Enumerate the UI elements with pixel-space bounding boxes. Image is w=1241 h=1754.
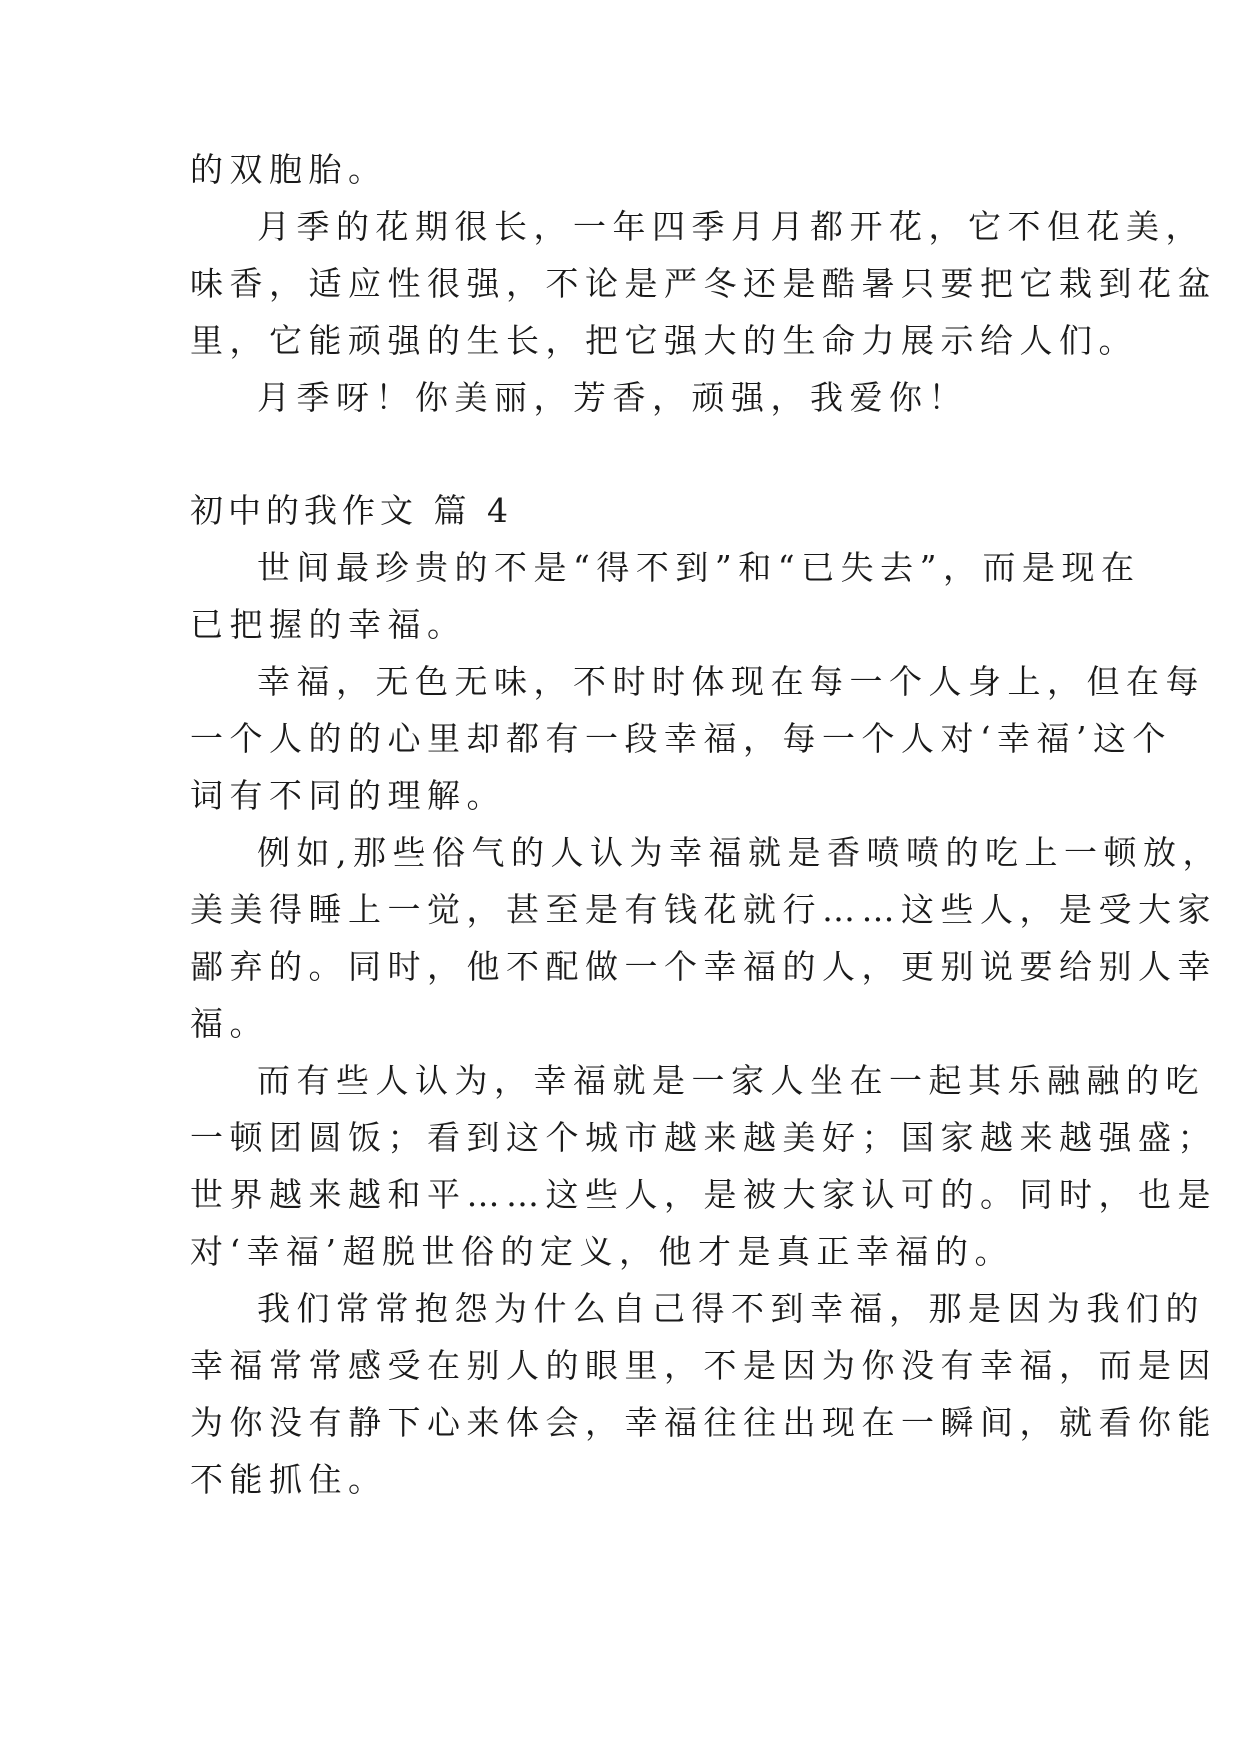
text-line: 美美得睡上一觉，甚至是有钱花就行……这些人，是受大家 [190, 890, 1217, 929]
section-heading: 初中的我作文 篇 4 [190, 491, 513, 530]
paragraph-first-line: 月季的花期很长，一年四季月月都开花，它不但花美， [257, 207, 1205, 246]
text-line: 已把握的幸福。 [190, 605, 467, 644]
paragraph-first-line: 我们常常抱怨为什么自己得不到幸福，那是因为我们的 [257, 1289, 1205, 1328]
text-line: 的双胞胎。 [190, 150, 388, 189]
text-line: 一个人的的心里却都有一段幸福，每一个人对‘幸福’这个 [190, 719, 1172, 758]
text-line: 一顿团圆饭；看到这个城市越来越美好；国家越来越强盛； [190, 1118, 1217, 1157]
text-line: 词有不同的理解。 [190, 776, 506, 815]
text-line: 里，它能顽强的生长，把它强大的生命力展示给人们。 [190, 321, 1138, 360]
paragraph-first-line: 世间最珍贵的不是“得不到”和“已失去”，而是现在 [257, 548, 1141, 587]
text-line: 福。 [190, 1004, 269, 1043]
paragraph-first-line: 而有些人认为，幸福就是一家人坐在一起其乐融融的吃 [257, 1061, 1205, 1100]
paragraph-first-line: 月季呀！你美丽，芳香，顽强，我爱你！ [257, 378, 968, 417]
text-line: 鄙弃的。同时，他不配做一个幸福的人，更别说要给别人幸 [190, 947, 1217, 986]
text-line: 味香，适应性很强，不论是严冬还是酷暑只要把它栽到花盆 [190, 264, 1217, 303]
text-line: 不能抓住。 [190, 1460, 388, 1499]
text-line: 为你没有静下心来体会，幸福往往出现在一瞬间，就看你能 [190, 1403, 1217, 1442]
text-line: 对‘幸福’超脱世俗的定义，他才是真正幸福的。 [190, 1232, 1014, 1271]
paragraph-first-line: 例如,那些俗气的人认为幸福就是香喷喷的吃上一顿放， [257, 833, 1222, 872]
text-line: 幸福常常感受在别人的眼里，不是因为你没有幸福，而是因 [190, 1346, 1217, 1385]
text-line: 世界越来越和平……这些人，是被大家认可的。同时，也是 [190, 1175, 1217, 1214]
paragraph-first-line: 幸福，无色无味，不时时体现在每一个人身上，但在每 [257, 662, 1205, 701]
